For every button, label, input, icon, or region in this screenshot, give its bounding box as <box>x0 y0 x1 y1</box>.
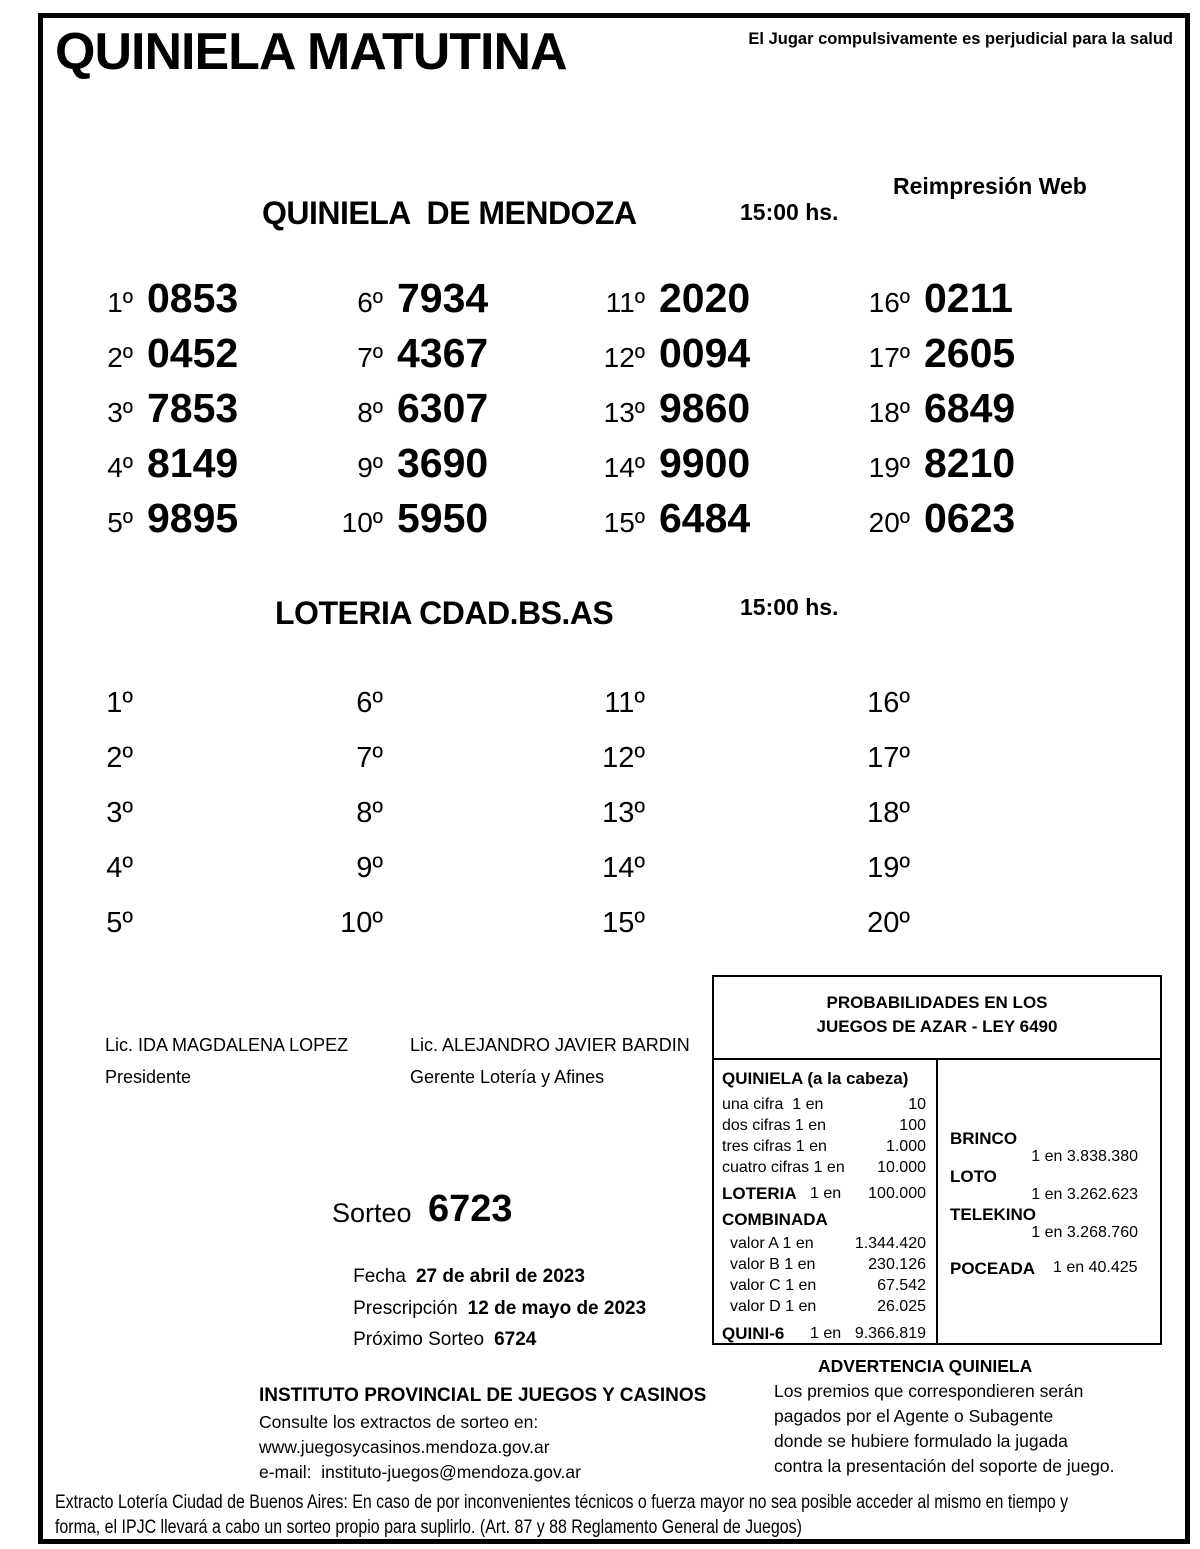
result-cell-empty <box>51 891 301 946</box>
result-cell-empty <box>301 781 563 836</box>
position-label: 2º <box>107 342 133 373</box>
result-cell <box>563 436 828 491</box>
result-number: 0452 <box>147 330 239 376</box>
position-label: 1º <box>107 287 133 318</box>
position-label: 20º <box>867 907 910 939</box>
result-cell-empty <box>301 891 563 946</box>
position-label: 8º <box>356 797 383 829</box>
quiniela-odds-header: QUINIELA (a la cabeza) <box>722 1069 909 1088</box>
loteria-odds-value: 100.000 <box>868 1185 926 1202</box>
institute-website: www.juegosycasinos.mendoza.gov.ar <box>259 1437 550 1457</box>
position-label: 18º <box>868 397 910 428</box>
bsas-section-title: LOTERIA CDAD.BS.AS <box>275 595 614 631</box>
odds-row <box>722 1115 926 1136</box>
result-cell-empty <box>563 891 828 946</box>
result-cell <box>301 436 563 491</box>
position-label: 1º <box>106 687 133 719</box>
odds-row <box>722 1094 926 1115</box>
position-label: 6º <box>357 287 383 318</box>
probabilities-box <box>712 975 1162 1345</box>
result-number: 0211 <box>924 275 1013 321</box>
game-name: TELEKINO <box>950 1205 1036 1224</box>
position-label: 13º <box>602 797 645 829</box>
probabilities-title-line1: PROBABILIDADES EN LOS <box>826 993 1048 1012</box>
result-number: 9860 <box>659 385 751 431</box>
result-cell <box>828 271 1015 326</box>
odds-row <box>722 1275 926 1296</box>
signature-name: Lic. ALEJANDRO JAVIER BARDIN <box>410 1035 690 1055</box>
result-cell <box>51 491 301 546</box>
result-number: 6484 <box>659 495 751 541</box>
prescription-label: Prescripción <box>353 1298 458 1319</box>
position-label: 4º <box>107 452 133 483</box>
result-number: 7853 <box>147 385 239 431</box>
odds-label: valor B 1 en <box>730 1256 816 1273</box>
odds-row <box>722 1157 926 1178</box>
loteria-odds-row <box>722 1183 926 1205</box>
result-cell-empty <box>563 671 828 726</box>
result-cell <box>51 436 301 491</box>
result-cell <box>563 271 828 326</box>
mendoza-draw-time: 15:00 hs. <box>740 199 839 225</box>
next-draw-value: 6724 <box>494 1329 537 1350</box>
combinada-odds-rows <box>722 1233 926 1317</box>
result-cell <box>301 326 563 381</box>
position-label: 5º <box>106 907 133 939</box>
odds-row <box>722 1254 926 1275</box>
result-cell <box>828 436 1015 491</box>
result-cell-empty <box>301 836 563 891</box>
result-cell <box>51 326 301 381</box>
position-label: 13º <box>603 397 645 428</box>
probabilities-right-column <box>938 1060 1160 1343</box>
result-number: 0853 <box>147 275 239 321</box>
odds-label: tres cifras 1 en <box>722 1138 827 1155</box>
institute-title: INSTITUTO PROVINCIAL DE JUEGOS Y CASINOS <box>259 1385 707 1406</box>
position-label: 17º <box>867 742 910 774</box>
result-cell-empty <box>51 781 301 836</box>
position-label: 9º <box>356 852 383 884</box>
result-cell <box>563 326 828 381</box>
result-cell-empty <box>563 726 828 781</box>
odds-label: valor C 1 en <box>730 1277 817 1294</box>
game-odds-block <box>950 1206 1138 1241</box>
page-title: QUINIELA MATUTINA <box>55 23 567 81</box>
probabilities-title <box>714 977 1160 1060</box>
position-label: 14º <box>602 852 645 884</box>
result-number: 6307 <box>397 385 489 431</box>
position-label: 11º <box>605 287 645 318</box>
combinada-odds-header: COMBINADA <box>722 1210 828 1229</box>
result-cell <box>51 381 301 436</box>
game-odds-value: 1 en 3.838.380 <box>1031 1148 1138 1165</box>
result-cell-empty <box>828 671 924 726</box>
odds-row <box>722 1136 926 1157</box>
warning-quiniela-line: contra la presentación del soporte de juego. <box>774 1456 1115 1476</box>
odds-value: 10.000 <box>877 1159 926 1176</box>
draw-number-value: 6723 <box>428 1188 513 1230</box>
result-number: 2020 <box>659 275 751 321</box>
loteria-odds-mid: 1 en <box>810 1185 842 1202</box>
result-cell-empty <box>563 836 828 891</box>
odds-row <box>722 1296 926 1317</box>
result-cell-empty <box>301 671 563 726</box>
odds-value: 10 <box>908 1096 926 1113</box>
quini6-odds-mid: 1 en <box>810 1325 842 1342</box>
odds-row <box>722 1233 926 1254</box>
institute-consult-line: Consulte los extractos de sorteo en: <box>259 1412 539 1432</box>
signature-role: Gerente Lotería y Afines <box>410 1067 605 1087</box>
result-cell-empty <box>828 891 924 946</box>
other-games-odds <box>950 1130 1138 1241</box>
mendoza-section-title: QUINIELA DE MENDOZA <box>262 195 637 231</box>
draw-date-label: Fecha <box>353 1266 406 1287</box>
position-label: 7º <box>356 742 383 774</box>
position-label: 20º <box>868 507 910 538</box>
page-border <box>38 13 1190 1544</box>
institute-email: e-mail: instituto-juegos@mendoza.gov.ar <box>259 1462 581 1482</box>
game-name: BRINCO <box>950 1129 1018 1148</box>
position-label: 4º <box>106 852 133 884</box>
result-cell <box>51 271 301 326</box>
position-label: 5º <box>107 507 133 538</box>
odds-value: 67.542 <box>877 1277 926 1294</box>
loteria-odds-label: LOTERIA <box>722 1184 797 1203</box>
odds-value: 1.000 <box>885 1138 926 1155</box>
result-number: 7934 <box>397 275 489 321</box>
result-number: 0623 <box>924 495 1016 541</box>
signature-role: Presidente <box>105 1067 192 1087</box>
poceada-odds-label: POCEADA <box>950 1259 1036 1278</box>
result-cell <box>563 491 828 546</box>
result-number: 3690 <box>397 440 489 486</box>
position-label: 19º <box>867 852 910 884</box>
game-odds-block <box>950 1168 1138 1203</box>
result-cell <box>301 491 563 546</box>
result-number: 4367 <box>397 330 489 376</box>
result-number: 9900 <box>659 440 751 486</box>
position-label: 16º <box>868 287 910 318</box>
prescription-value: 12 de mayo de 2023 <box>467 1298 647 1319</box>
draw-date-value: 27 de abril de 2023 <box>415 1266 585 1287</box>
result-cell <box>828 381 1015 436</box>
position-label: 3º <box>107 397 133 428</box>
health-warning-text: El Jugar compulsivamente es perjudicial para la salud <box>748 30 1173 48</box>
odds-label: cuatro cifras 1 en <box>722 1159 845 1176</box>
result-number: 0094 <box>659 330 751 376</box>
result-cell-empty <box>563 781 828 836</box>
position-label: 14º <box>603 452 645 483</box>
footer-disclaimer-line1: Extracto Lotería Ciudad de Buenos Aires: En caso de por inconvenientes técnicos o fuerza mayor no sea posible acceder al mismo en tiempo y <box>55 1492 1069 1513</box>
odds-label: una cifra 1 en <box>722 1096 824 1113</box>
web-reprint-label: Reimpresión Web <box>893 173 1087 199</box>
next-draw-row <box>332 1307 536 1373</box>
odds-value: 26.025 <box>877 1298 926 1315</box>
position-label: 18º <box>867 797 910 829</box>
position-label: 8º <box>357 397 383 428</box>
signature-manager <box>410 1035 710 1088</box>
probabilities-left-column <box>714 1060 938 1343</box>
game-name: LOTO <box>950 1167 997 1186</box>
warning-quiniela-line: pagados por el Agente o Subagente <box>774 1406 1054 1426</box>
signature-president <box>105 1035 405 1088</box>
game-odds-value: 1 en 3.262.623 <box>1031 1186 1138 1203</box>
result-cell-empty <box>51 671 301 726</box>
quini6-odds-label: QUINI-6 <box>722 1324 785 1343</box>
position-label: 11º <box>604 687 645 719</box>
position-label: 17º <box>868 342 910 373</box>
position-label: 10º <box>340 907 383 939</box>
position-label: 16º <box>867 687 910 719</box>
result-cell <box>563 381 828 436</box>
result-cell-empty <box>828 781 924 836</box>
bsas-draw-time: 15:00 hs. <box>740 594 839 620</box>
odds-label: valor A 1 en <box>730 1235 814 1252</box>
poceada-odds-row <box>950 1259 1138 1279</box>
position-label: 12º <box>602 742 645 774</box>
next-draw-label: Próximo Sorteo <box>353 1329 485 1350</box>
footer-disclaimer-line2: forma, el IPJC llevará a cabo un sorteo propio para suplirlo. (Art. 87 y 88 Reglamento General de Juegos) <box>55 1517 802 1538</box>
odds-value: 1.344.420 <box>854 1235 926 1252</box>
result-cell-empty <box>51 836 301 891</box>
quini6-odds-value: 9.366.819 <box>854 1325 926 1342</box>
result-number: 9895 <box>147 495 239 541</box>
mendoza-results-grid <box>51 271 1015 546</box>
result-cell <box>301 381 563 436</box>
position-label: 3º <box>106 797 133 829</box>
position-label: 19º <box>868 452 910 483</box>
odds-label: valor D 1 en <box>730 1298 817 1315</box>
probabilities-title-line2: JUEGOS DE AZAR - LEY 6490 <box>816 1017 1058 1036</box>
position-label: 12º <box>603 342 645 373</box>
warning-quiniela-title: ADVERTENCIA QUINIELA <box>818 1356 1033 1376</box>
result-cell-empty <box>301 726 563 781</box>
odds-value: 100 <box>899 1117 926 1134</box>
position-label: 6º <box>356 687 383 719</box>
draw-number-label: Sorteo <box>332 1198 412 1228</box>
odds-value: 230.126 <box>868 1256 926 1273</box>
result-number: 6849 <box>924 385 1016 431</box>
position-label: 15º <box>602 907 645 939</box>
signature-name: Lic. IDA MAGDALENA LOPEZ <box>105 1035 349 1055</box>
odds-label: dos cifras 1 en <box>722 1117 827 1134</box>
poceada-odds-value: 1 en 40.425 <box>1053 1259 1138 1276</box>
result-cell-empty <box>828 726 924 781</box>
result-number: 8149 <box>147 440 239 486</box>
position-label: 10º <box>341 507 383 538</box>
game-odds-block <box>950 1130 1138 1165</box>
result-cell <box>828 326 1015 381</box>
quini6-odds-row <box>722 1323 926 1345</box>
warning-quiniela-line: Los premios que correspondieren serán <box>774 1381 1084 1401</box>
result-cell <box>301 271 563 326</box>
bsas-results-grid <box>51 671 924 946</box>
warning-quiniela-line: donde se hubiere formulado la jugada <box>774 1431 1068 1451</box>
result-cell-empty <box>828 836 924 891</box>
position-label: 9º <box>357 452 383 483</box>
game-odds-value: 1 en 3.268.760 <box>1031 1224 1138 1241</box>
result-cell <box>828 491 1015 546</box>
result-number: 8210 <box>924 440 1016 486</box>
position-label: 15º <box>603 507 645 538</box>
position-label: 7º <box>357 342 383 373</box>
position-label: 2º <box>106 742 133 774</box>
result-number: 5950 <box>397 495 489 541</box>
result-number: 2605 <box>924 330 1016 376</box>
quiniela-odds-rows <box>722 1094 926 1178</box>
result-cell-empty <box>51 726 301 781</box>
